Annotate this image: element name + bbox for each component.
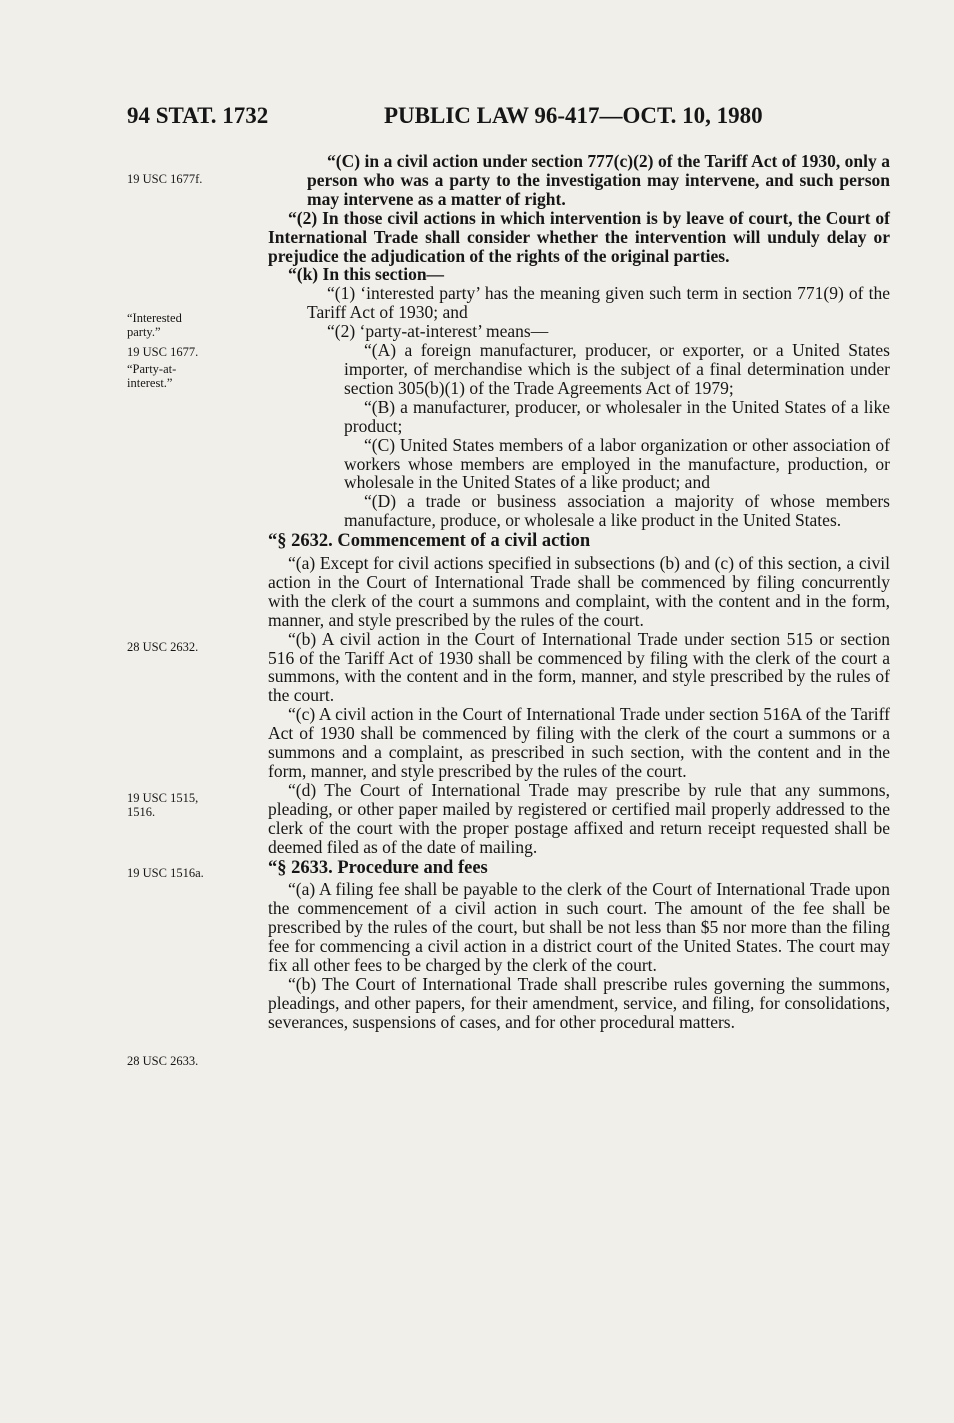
paragraph-2632-b: “(b) A civil action in the Court of International Trade under section 515 or section 516 of the Tariff Act of 1930 shall be commenced by filing with the clerk of the court a summons, with the content and in the form, manner, and style prescribed by the rules of the court. (268, 628, 890, 706)
paragraph-2632-d: “(d) The Court of International Trade may prescribe by rule that any summons, pleading, or other paper mailed by registered or certified mail properly addressed to the clerk of the court with the proper postage affixed and return receipt requested shall be deemed filed as of the date of mailing. (268, 779, 890, 857)
page-stat-number: 94 STAT. 1732 (127, 103, 269, 128)
section-heading-2632: “§ 2632. Commencement of a civil action (268, 531, 591, 552)
margin-note-19usc1515: 19 USC 1515, (127, 791, 199, 805)
paragraph-2633-b: “(b) The Court of International Trade shall prescribe rules governing the summons, pleadings, and other papers, for their amendment, service, and filing, for consolidations, severances, suspensions of cases, and for other procedural matters. (268, 973, 890, 1032)
margin-note-party-at: “Party-at- (127, 362, 177, 376)
paragraph-2633-a: “(a) A filing fee shall be payable to the clerk of the Court of International Trade upon the commencement of a civil action in such court. The amount of the fee shall be prescribed by the rules of the court, but shall be not less than $5 nor more than the filing fee for commencing a civil action in a district court of the United States. The court may fix all other fees to be charged by the clerk of the court. (268, 879, 890, 976)
margin-note-28usc2632: 28 USC 2632. (127, 640, 199, 654)
margin-note-interest: interest.” (127, 376, 173, 390)
margin-note-28usc2633: 28 USC 2633. (127, 1054, 199, 1068)
paragraph-2632-c: “(c) A civil action in the Court of International Trade under section 516A of the Tariff Act of 1930 shall be commenced by filing with the clerk of the court a summons or a summons and a complaint, as prescribed in such section, with the content and in the form, manner, and style prescribed by the rules of the court. (268, 704, 890, 781)
paragraph-k2d: “(D) a trade or business association a majority of whose members manufacture, produce, or wholesale a like product in the United States. (344, 491, 890, 531)
paragraph-k-definitions: “(k) In this section— (288, 264, 445, 285)
margin-note-1516: 1516. (127, 805, 156, 819)
margin-note-interested: “Interested (127, 311, 182, 325)
paragraph-c-intervention: “(C) in a civil action under section 777(c)(2) of the Tariff Act of 1930, only a person who was a party to the investigation may intervene, and such person may intervene as a matter of right. (307, 151, 890, 209)
margin-note-19usc1516a: 19 USC 1516a. (127, 866, 204, 880)
paragraph-k2b: “(B) a manufacturer, producer, or wholesaler in the United States of a like product; (344, 396, 890, 436)
paragraph-k2c: “(C) United States members of a labor organization or other association of workers whose members are employed in the manufacture, production, or wholesale in the United States of a like product; and (344, 434, 890, 493)
paragraph-2632-a: “(a) Except for civil actions specified in subsections (b) and (c) of this section, a civil action in the Court of International Trade shall be commenced by filing concurrently with the clerk of the court a summons and complaint, with the content and in the form, manner, and style prescribed by the rules of the court. (268, 553, 890, 630)
paragraph-2-leave-of-court: “(2) In those civil actions in which intervention is by leave of court, the Court of International Trade shall consider whether the intervention will unduly delay or prejudice the adjudication of the rights of the original parties. (268, 207, 890, 266)
page-law-title: PUBLIC LAW 96-417—OCT. 10, 1980 (384, 103, 763, 128)
paragraph-k2a: “(A) a foreign manufacturer, producer, or exporter, or a United States importer, of merchandise which is the subject of a final determination under section 305(b)(1) of the Trade Agreements Act of 1979; (344, 340, 890, 398)
margin-note-party: party.” (127, 325, 161, 339)
paragraph-k2-party-at-interest: “(2) ‘party-at-interest’ means— (327, 321, 549, 342)
statute-body (268, 152, 890, 1032)
paragraph-k1-interested-party: “(1) ‘interested party’ has the meaning given such term in section 771(9) of the Tariff Act of 1930; and (307, 283, 890, 323)
margin-note-19usc1677f: 19 USC 1677f. (127, 172, 203, 186)
section-heading-2633: “§ 2633. Procedure and fees (268, 857, 488, 878)
margin-note-19usc1677: 19 USC 1677. (127, 345, 199, 359)
